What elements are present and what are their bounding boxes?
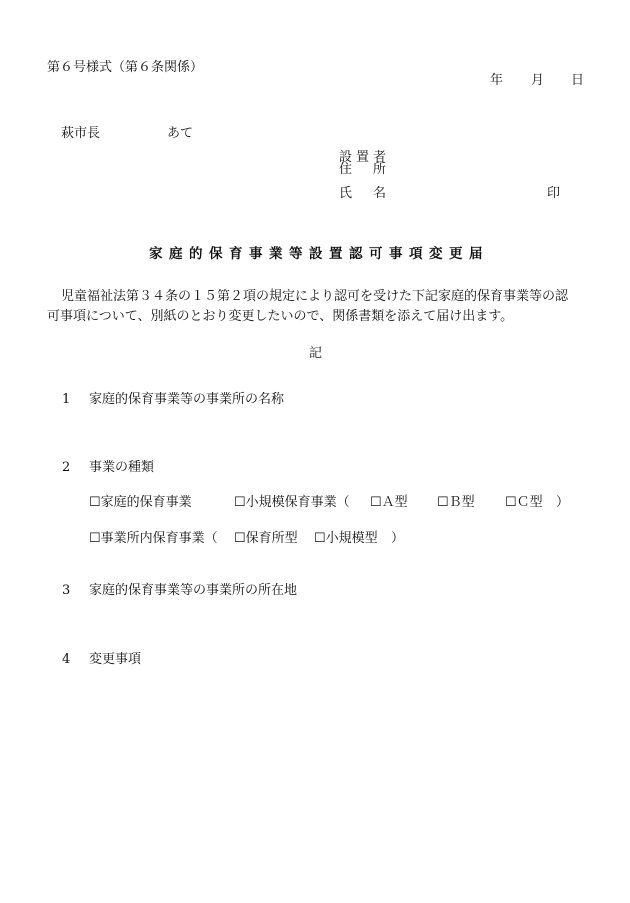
ki-mark: 記 xyxy=(309,346,323,361)
applicant-address-label: 住 所 xyxy=(339,162,386,177)
option-shokibo-label: 小規模保育事業（ xyxy=(245,495,350,510)
item-4-label: 変更事項 xyxy=(89,652,142,667)
body-line-2: 可事項について、別紙のとおり変更したいので、関係書類を添えて届け出ます。 xyxy=(47,309,514,324)
document-title: 家庭的保育事業等設置認可事項変更届 xyxy=(149,246,489,262)
option-shokibo xyxy=(234,495,350,511)
option-jigyosho xyxy=(89,531,218,547)
item-3-label: 家庭的保育事業等の事業所の所在地 xyxy=(89,583,298,598)
addressee-name: 萩市長 xyxy=(61,126,101,141)
date-month: 月 xyxy=(531,73,545,88)
date-year: 年 xyxy=(490,73,504,88)
item-1-label: 家庭的保育事業等の事業所の名称 xyxy=(89,392,285,407)
checkbox-hoikusho[interactable]: ☐ xyxy=(234,531,246,546)
checkbox-jigyosho[interactable]: ☐ xyxy=(89,531,101,546)
option-hoikusho-label: 保育所型 xyxy=(245,531,298,546)
item-2-number: 2 xyxy=(62,460,71,475)
checkbox-shokibo-gata[interactable]: ☐ xyxy=(314,531,326,546)
option-hoikusho xyxy=(234,531,298,547)
option-kateiteki-label: 家庭的保育事業 xyxy=(100,495,192,510)
option-b-type xyxy=(437,495,475,511)
form-number: 第６号様式（第６条関係） xyxy=(47,60,204,75)
jigyosho-close-paren: ） xyxy=(391,531,405,546)
option-jigyosho-label: 事業所内保育事業（ xyxy=(100,531,218,546)
item-4-number: 4 xyxy=(62,652,71,667)
option-b-type-label: Ｂ型 xyxy=(448,495,475,510)
option-a-type-label: Ａ型 xyxy=(381,495,408,510)
item-1-number: 1 xyxy=(62,392,71,407)
item-3-number: 3 xyxy=(62,583,71,598)
option-c-type xyxy=(505,495,543,511)
shokibo-close-paren: ） xyxy=(556,495,570,510)
body-line-1: 児童福祉法第３４条の１５第２項の規定により認可を受けた下記家庭的保育事業等の認 xyxy=(61,289,569,304)
option-kateiteki xyxy=(89,495,192,511)
option-a-type xyxy=(370,495,408,511)
applicant-name-label: 氏 名 xyxy=(339,186,386,201)
seal-mark: 印 xyxy=(547,186,561,201)
checkbox-b-type[interactable]: ☐ xyxy=(437,495,449,510)
addressee-suffix: あて xyxy=(167,126,194,141)
checkbox-c-type[interactable]: ☐ xyxy=(505,495,517,510)
checkbox-shokibo[interactable]: ☐ xyxy=(234,495,246,510)
date-day: 日 xyxy=(571,73,585,88)
checkbox-kateiteki[interactable]: ☐ xyxy=(89,495,101,510)
applicant-role-label: 設 置 者 xyxy=(339,150,386,165)
item-2-label: 事業の種類 xyxy=(89,460,155,475)
body-paragraph xyxy=(47,287,575,327)
checkbox-a-type[interactable]: ☐ xyxy=(370,495,382,510)
option-shokibo-gata xyxy=(314,531,378,547)
option-shokibo-gata-label: 小規模型 xyxy=(325,531,378,546)
option-c-type-label: Ｃ型 xyxy=(516,495,543,510)
